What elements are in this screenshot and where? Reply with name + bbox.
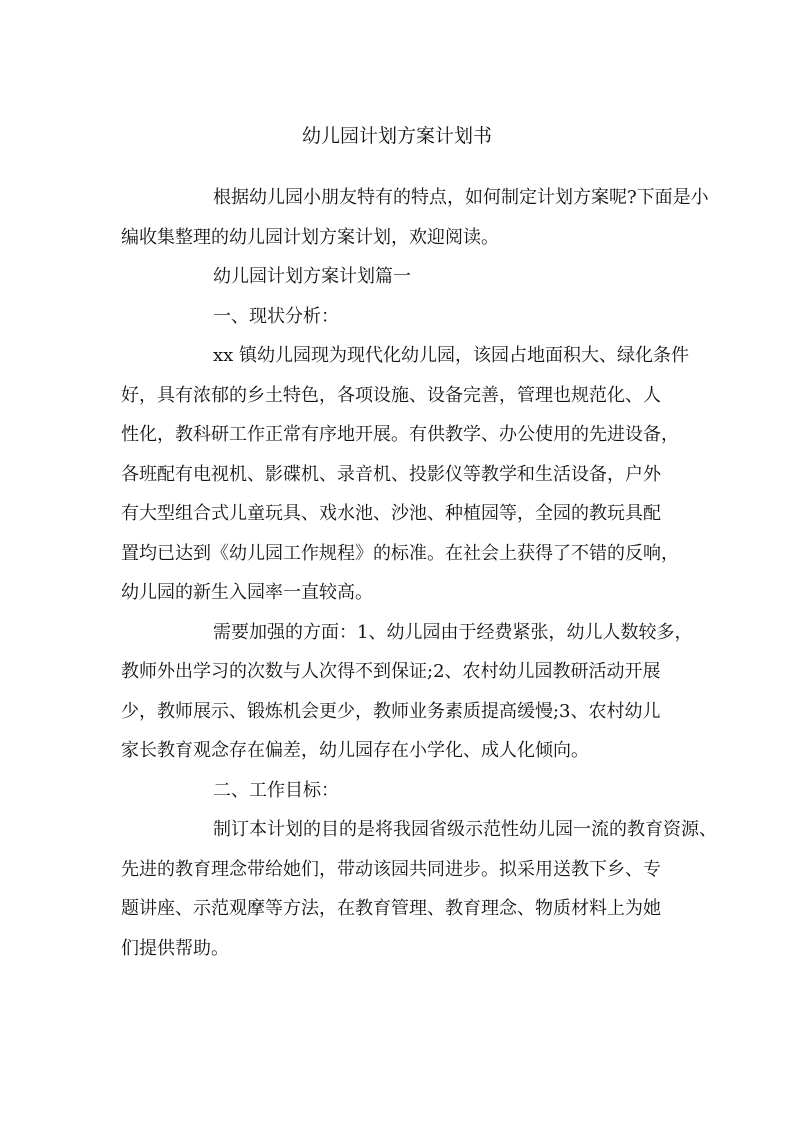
document-body <box>121 178 717 968</box>
paragraph-status <box>121 336 690 613</box>
text-line: 们提供帮助。 <box>121 937 229 959</box>
text-line: 各班配有电视机、影碟机、录音机、投影仪等教学和生活设备，户外 <box>121 463 661 485</box>
text-line: 性化，教科研工作正常有序地开展。有供教学、办公使用的先进设备， <box>121 424 679 445</box>
text-line: 制订本计划的目的是将我园省级示范性幼儿园一流的教育资源、 <box>213 819 717 840</box>
text-line: 置均已达到《幼儿园工作规程》的标准。在社会上获得了不错的反响， <box>121 542 679 564</box>
section-heading-work-goals <box>121 771 681 811</box>
text-line: 幼儿园计划方案计划篇一 <box>213 266 411 287</box>
text-line: 先进的教育理念带给她们，带动该园共同进步。拟采用送教下乡、专 <box>121 858 661 880</box>
paragraph-intro <box>121 178 709 257</box>
paragraph-goals <box>121 810 717 968</box>
text-line: 编收集整理的幼儿园计划方案计划，欢迎阅读。 <box>121 226 499 248</box>
text-line: xx 镇幼儿园现为现代化幼儿园，该园占地面积大、绿化条件 <box>213 345 690 366</box>
section-heading-plan-one <box>121 257 681 297</box>
paragraph-improvements <box>121 613 693 771</box>
text-line: 题讲座、示范观摩等方法，在教育管理、教育理念、物质材料上为她 <box>121 898 661 919</box>
text-line: 少，教师展示、锻炼机会更少，教师业务素质提高缓慢;3、农村幼儿 <box>121 700 661 722</box>
text-line: 有大型组合式儿童玩具、戏水池、沙池、种植园等，全园的教玩具配 <box>121 503 661 524</box>
text-line: 一、现状分析： <box>213 305 339 327</box>
text-line: 家长教育观念存在偏差，幼儿园存在小学化、成人化倾向。 <box>121 740 589 761</box>
text-line: 教师外出学习的次数与人次得不到保证;2、农村幼儿园教研活动开展 <box>121 661 661 682</box>
document-title: 幼儿园计划方案计划书 <box>301 125 492 147</box>
text-line: 根据幼儿园小朋友特有的特点，如何制定计划方案呢?下面是小 <box>213 187 709 208</box>
text-line: 需要加强的方面：1、幼儿园由于经费紧张，幼儿人数较多， <box>213 621 693 643</box>
text-line: 二、工作目标： <box>213 779 339 801</box>
text-line: 幼儿园的新生入园率一直较高。 <box>121 582 373 603</box>
text-line: 好，具有浓郁的乡土特色，各项设施、设备完善，管理也规范化、人 <box>121 384 661 406</box>
section-heading-status-analysis <box>121 297 681 337</box>
